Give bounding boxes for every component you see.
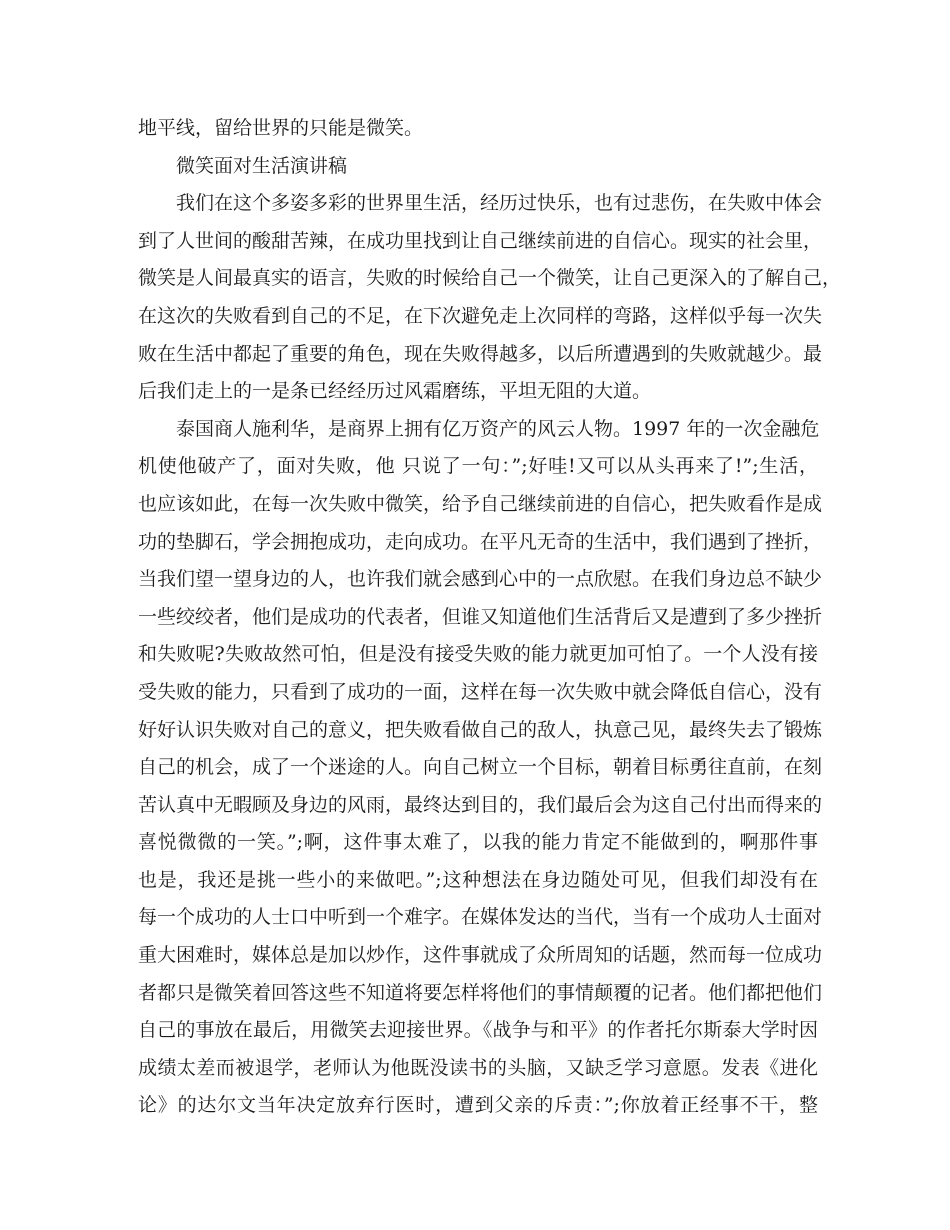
text-line: 和失败呢?失败故然可怕，但是没有接受失败的能力就更加可怕了。一个人没有接 — [138, 643, 818, 666]
text-line: 喜悦微微的一笑。”;啊，这件事太难了，以我的能力肯定不能做到的，啊那件事 — [138, 831, 818, 854]
text-line: 成绩太差而被退学，老师认为他既没读书的头脑，又缺乏学习意愿。发表《进化 — [138, 1056, 818, 1079]
text-line: 微笑是人间最真实的语言，失败的时候给自己一个微笑，让自己更深入的了解自己， — [138, 267, 842, 290]
text-line: 在这次的失败看到自己的不足，在下次避免走上次同样的弯路，这样似乎每一次失 — [138, 304, 823, 327]
text-line: 地平线，留给世界的只能是微笑。 — [138, 117, 424, 139]
text-line: 我们在这个多姿多彩的世界里生活，经历过快乐，也有过悲伤，在失败中体会 — [176, 192, 823, 215]
text-line: 机使他破产了，面对失败，他 只说了一句：”;好哇!又可以从头再来了!”;生活， — [138, 455, 818, 478]
text-line: 一些绞绞者，他们是成功的代表者，但谁又知道他们生活背后又是遭到了多少挫折 — [138, 605, 823, 628]
document-body — [138, 110, 842, 1125]
text-line: 每一个成功的人士口中听到一个难字。在媒体发达的当代，当有一个成功人士面对 — [138, 906, 823, 929]
text-line: 到了人世间的酸甜苦辣，在成功里找到让自己继续前进的自信心。现实的社会里， — [138, 229, 823, 252]
text-line: 败在生活中都起了重要的角色，现在失败得越多，以后所遭遇到的失败就越少。最 — [138, 342, 823, 365]
text-line: 功的垫脚石，学会拥抱成功，走向成功。在平凡无奇的生活中，我们遇到了挫折， — [138, 530, 823, 553]
text-line: 也应该如此，在每一次失败中微笑，给予自己继续前进的自信心，把失败看作是成 — [138, 492, 823, 515]
text-line: 苦认真中无暇顾及身边的风雨，最终达到目的，我们最后会为这自己付出而得来的 — [138, 793, 823, 816]
text-line: 论》的达尔文当年决定放弃行医时，遭到父亲的斥责：”;你放着正经事不干，整 — [138, 1094, 818, 1117]
text-line: 当我们望一望身边的人，也许我们就会感到心中的一点欣慰。在我们身边总不缺少 — [138, 568, 823, 591]
text-line: 重大困难时，媒体总是加以炒作，这件事就成了众所周知的话题，然而每一位成功 — [138, 944, 823, 967]
text-line: 后我们走上的一是条已经经历过风霜磨练，平坦无阻的大道。 — [138, 380, 652, 403]
text-line: 也是，我还是挑一些小的来做吧。”;这种想法在身边随处可见，但我们却没有在 — [138, 868, 818, 891]
text-line: 受失败的能力，只看到了成功的一面，这样在每一次失败中就会降低自信心，没有 — [138, 680, 823, 703]
text-line: 者都只是微笑着回答这些不知道将要怎样将他们的事情颠覆的记者。他们都把他们 — [138, 981, 823, 1004]
text-line: 泰国商人施利华，是商界上拥有亿万资产的风云人物。1997 年的一次金融危 — [176, 417, 820, 440]
text-line: 自己的事放在最后，用微笑去迎接世界。《战争与和平》的作者托尔斯泰大学时因 — [138, 1019, 818, 1042]
text-line: 自己的机会，成了一个迷途的人。向自己树立一个目标，朝着目标勇往直前，在刻 — [138, 756, 823, 779]
text-line: 微笑面对生活演讲稿 — [176, 154, 348, 177]
text-line: 好好认识失败对自己的意义，把失败看做自己的敌人，执意己见，最终失去了锻炼 — [138, 718, 823, 741]
